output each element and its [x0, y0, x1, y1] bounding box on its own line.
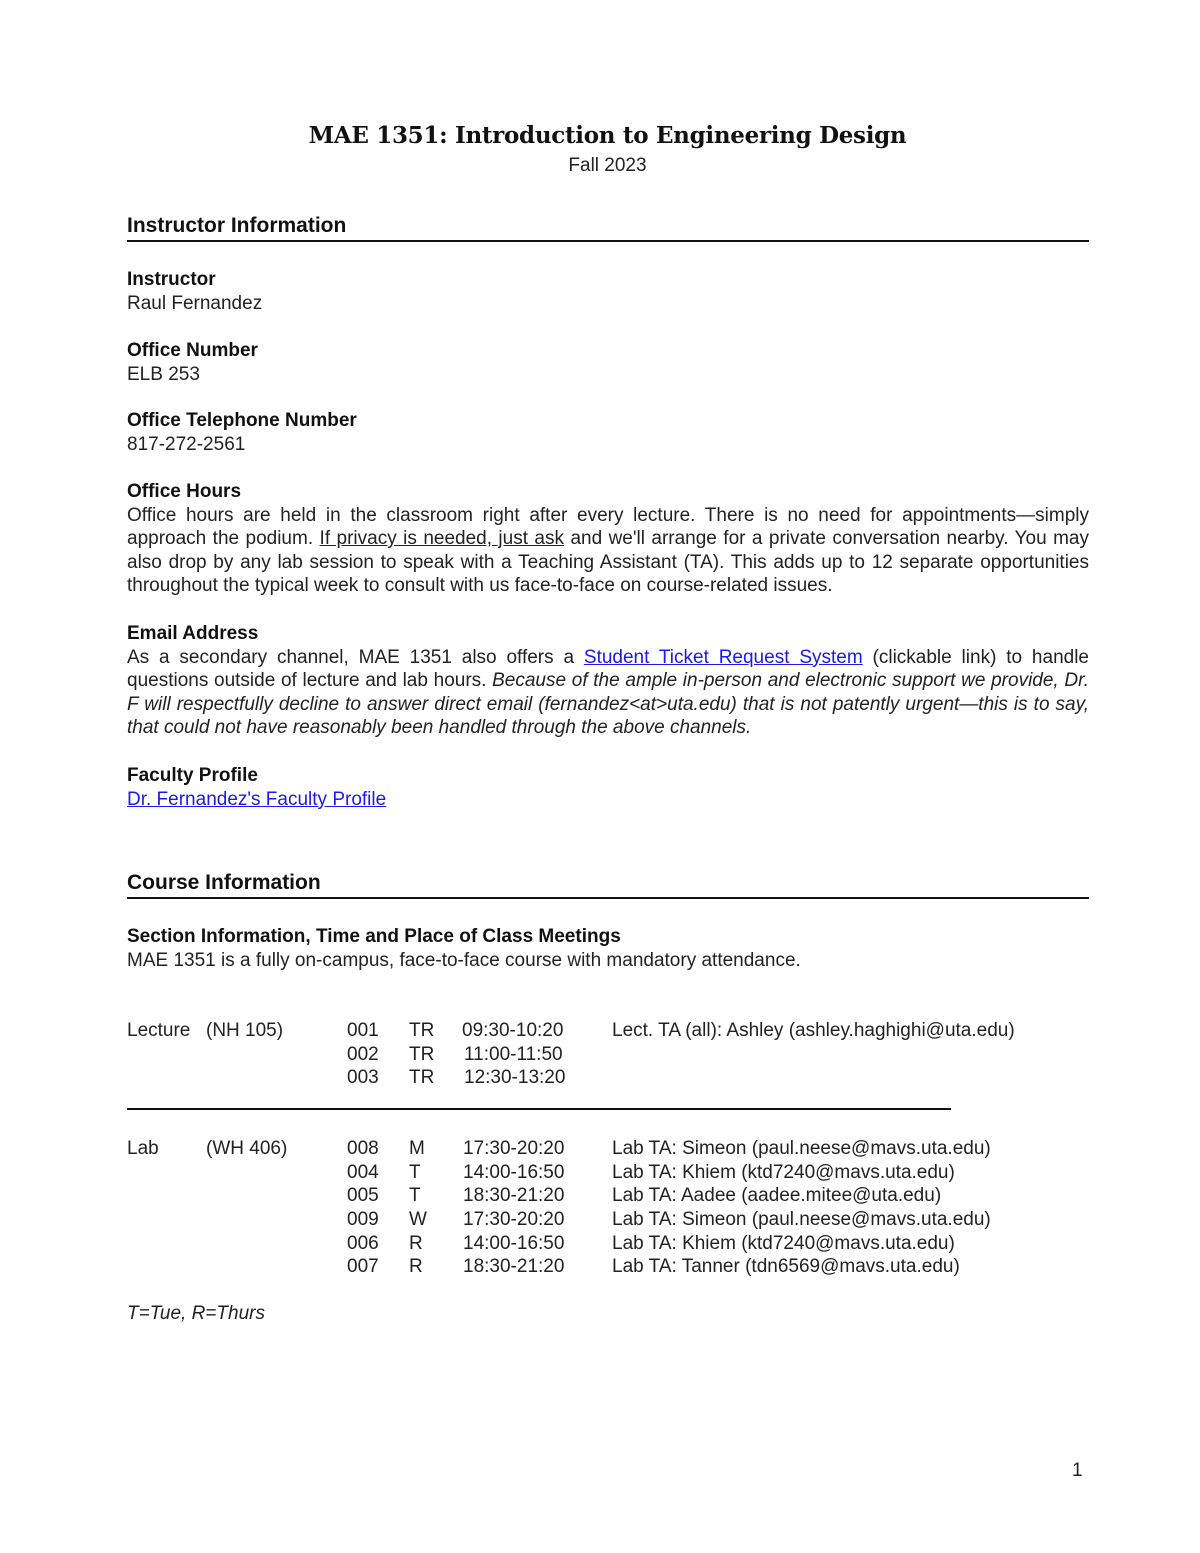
faculty-profile-link[interactable]: Dr. Fernandez's Faculty Profile — [127, 788, 387, 810]
faculty-profile-block — [127, 764, 1089, 811]
lab-days: M — [409, 1138, 425, 1159]
email-label: Email Address — [127, 623, 259, 644]
day-legend: T=Tue, R=Thurs — [127, 1303, 265, 1324]
lecture-time: 09:30-10:20 — [462, 1020, 564, 1041]
office-hours-text-2: and we'll arrange for a private conversation nearby. You may also drop by any lab session to speak with a Teaching Assistant (TA). This adds up to 12 separate opportunities throughout the typical week to consult with us face-to-face on course-related issues. — [127, 528, 1089, 596]
lecture-section: 001 — [347, 1020, 379, 1041]
lecture-section: 003 — [347, 1067, 379, 1088]
office-number-value: ELB 253 — [127, 363, 200, 385]
lab-time: 17:30-20:20 — [463, 1138, 565, 1159]
lab-time: 14:00-16:50 — [463, 1233, 565, 1254]
office-phone-value: 817-272-2561 — [127, 433, 246, 455]
lecture-section: 002 — [347, 1044, 379, 1065]
lab-days: T — [409, 1185, 421, 1206]
lecture-ta: Lect. TA (all): Ashley (ashley.haghighi@uta.edu) — [612, 1020, 1015, 1041]
lab-ta: Lab TA: Khiem (ktd7240@mavs.uta.edu) — [612, 1233, 955, 1254]
lab-section: 007 — [347, 1256, 379, 1277]
lab-days: W — [409, 1209, 427, 1230]
lecture-time: 11:00-11:50 — [464, 1044, 563, 1065]
privacy-note: If privacy is needed, just ask — [319, 528, 565, 549]
lab-ta: Lab TA: Simeon (paul.neese@mavs.uta.edu) — [612, 1138, 991, 1159]
lab-room: (WH 406) — [206, 1138, 288, 1159]
lab-ta: Lab TA: Tanner (tdn6569@mavs.uta.edu) — [612, 1256, 960, 1277]
lecture-type: Lecture — [127, 1020, 191, 1041]
meetings-block — [127, 925, 1089, 972]
lab-days: T — [409, 1162, 421, 1183]
course-info-heading: Course Information — [127, 871, 1089, 899]
office-phone-block — [127, 409, 1089, 456]
document-title: MAE 1351: Introduction to Engineering Design — [308, 122, 907, 149]
schedule-divider — [127, 1108, 951, 1110]
lab-ta: Lab TA: Khiem (ktd7240@mavs.uta.edu) — [612, 1162, 955, 1183]
faculty-profile-label: Faculty Profile — [127, 765, 258, 786]
lab-days: R — [409, 1256, 423, 1277]
lab-time: 14:00-16:50 — [463, 1162, 565, 1183]
lab-ta: Lab TA: Aadee (aadee.mitee@uta.edu) — [612, 1185, 942, 1206]
instructor-info-heading: Instructor Information — [127, 214, 1089, 242]
lab-time: 18:30-21:20 — [463, 1185, 565, 1206]
instructor-name: Raul Fernandez — [127, 292, 263, 314]
ticket-system-link[interactable]: Student Ticket Request System — [583, 646, 863, 668]
lab-ta: Lab TA: Simeon (paul.neese@mavs.uta.edu) — [612, 1209, 991, 1230]
lab-days: R — [409, 1233, 423, 1254]
lab-section: 009 — [347, 1209, 379, 1230]
meetings-label: Section Information, Time and Place of Class Meetings — [127, 926, 621, 947]
document-term: Fall 2023 — [568, 155, 647, 176]
office-hours-block — [127, 480, 1089, 598]
lecture-room: (NH 105) — [206, 1020, 284, 1041]
lecture-days: TR — [409, 1067, 435, 1088]
email-text-1: As a secondary channel, MAE 1351 also offers a — [127, 646, 584, 668]
lecture-days: TR — [409, 1044, 435, 1065]
lab-section: 006 — [347, 1233, 379, 1254]
meetings-text: MAE 1351 is a fully on-campus, face-to-face course with mandatory attendance. — [127, 949, 801, 971]
lab-section: 004 — [347, 1162, 379, 1183]
lab-type: Lab — [127, 1138, 159, 1159]
page-number: 1 — [1072, 1460, 1083, 1481]
email-text-2: (clickable link) to handle questions outside of lecture and lab hours. — [127, 646, 1089, 691]
lab-time: 18:30-21:20 — [463, 1256, 565, 1277]
office-hours-label: Office Hours — [127, 481, 242, 502]
lecture-time: 12:30-13:20 — [464, 1067, 566, 1088]
instructor-label: Instructor — [127, 269, 216, 290]
email-block — [127, 622, 1089, 740]
lab-time: 17:30-20:20 — [463, 1209, 565, 1230]
office-number-block — [127, 339, 1089, 386]
lab-section: 008 — [347, 1138, 379, 1159]
instructor-block — [127, 268, 1089, 315]
office-number-label: Office Number — [127, 340, 258, 361]
office-phone-label: Office Telephone Number — [127, 410, 357, 431]
email-policy-note: Because of the ample in-person and electronic support we provide, Dr. F will respectfully decline to answer direct email (fernandez<at>uta.edu) that is not patently urgent—this is to say, that could not have reasonably been handled through the above channels. — [127, 670, 1090, 738]
office-hours-text-1: Office hours are held in the classroom right after every lecture. There is no need for appointments—simply approach the podium. — [127, 504, 1089, 549]
lab-section: 005 — [347, 1185, 379, 1206]
lecture-days: TR — [409, 1020, 435, 1041]
